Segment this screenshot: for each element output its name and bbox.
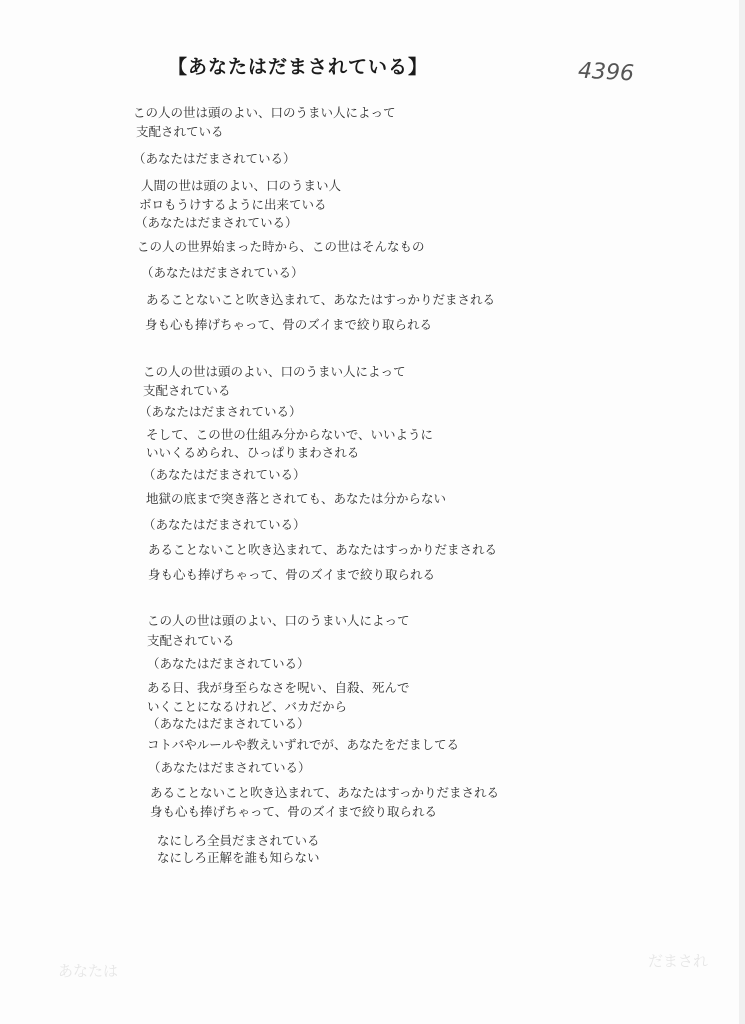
lyric-line: （あなたはだまされている） [139,404,302,419]
lyric-line: そして、この世の仕組み分からないで、いいように [146,427,434,442]
lyric-line: （あなたはだまされている） [143,467,306,482]
lyric-line: （あなたはだまされている） [141,265,304,280]
lyric-line: 身も心も捧げちゃって、骨のズイまで絞り取られる [148,567,436,582]
lyric-line: （あなたはだまされている） [133,151,296,166]
lyric-line: ボロもうけするように出来ている [139,197,327,212]
lyric-line: 身も心も捧げちゃって、骨のズイまで絞り取られる [150,804,438,819]
lyric-line: いくことになるけれど、バカだから [147,699,348,714]
lyric-line: この人の世界始まった時から、この世はそんなもの [137,239,425,254]
lyric-line: 支配されている [147,633,235,648]
lyric-line: なにしろ正解を誰も知らない [157,850,320,865]
lyric-line: この人の世は頭のよい、口のうまい人によって [133,105,396,120]
lyric-line: （あなたはだまされている） [135,215,298,230]
lyric-line: 人間の世は頭のよい、口のうまい人 [141,178,342,193]
page-number: 4396 [577,58,635,87]
lyric-line: （あなたはだまされている） [143,517,306,532]
lyric-line: あることないこと吹き込まれて、あなたはすっかりだまされる [148,542,498,557]
lyric-line: あることないこと吹き込まれて、あなたはすっかりだまされる [150,785,500,800]
lyric-line: （あなたはだまされている） [148,760,311,775]
bleed-through-text: あなたは [58,962,119,980]
lyric-line: （あなたはだまされている） [147,716,310,731]
lyric-line: この人の世は頭のよい、口のうまい人によって [143,364,406,379]
lyric-line: なにしろ全員だまされている [157,833,320,848]
lyric-line: コトバやルールや教えいずれでが、あなたをだましてる [147,737,460,752]
lyric-line: （あなたはだまされている） [147,656,310,671]
lyric-line: この人の世は頭のよい、口のうまい人によって [147,613,410,628]
lyric-line: あることないこと吹き込まれて、あなたはすっかりだまされる [146,292,496,307]
song-title: 【あなたはだまされている】 [168,56,429,78]
lyric-line: 地獄の底まで突き落とされても、あなたは分からない [146,491,447,506]
bleed-through-text: だまされ [648,952,709,970]
lyric-line: いいくるめられ、ひっぱりまわされる [146,445,360,460]
lyric-line: 支配されている [136,124,224,139]
lyric-line: 身も心も捧げちゃって、骨のズイまで絞り取られる [145,317,433,332]
lyric-line: 支配されている [143,383,231,398]
lyric-line: ある日、我が身至らなさを呪い、自殺、死んで [147,680,410,695]
